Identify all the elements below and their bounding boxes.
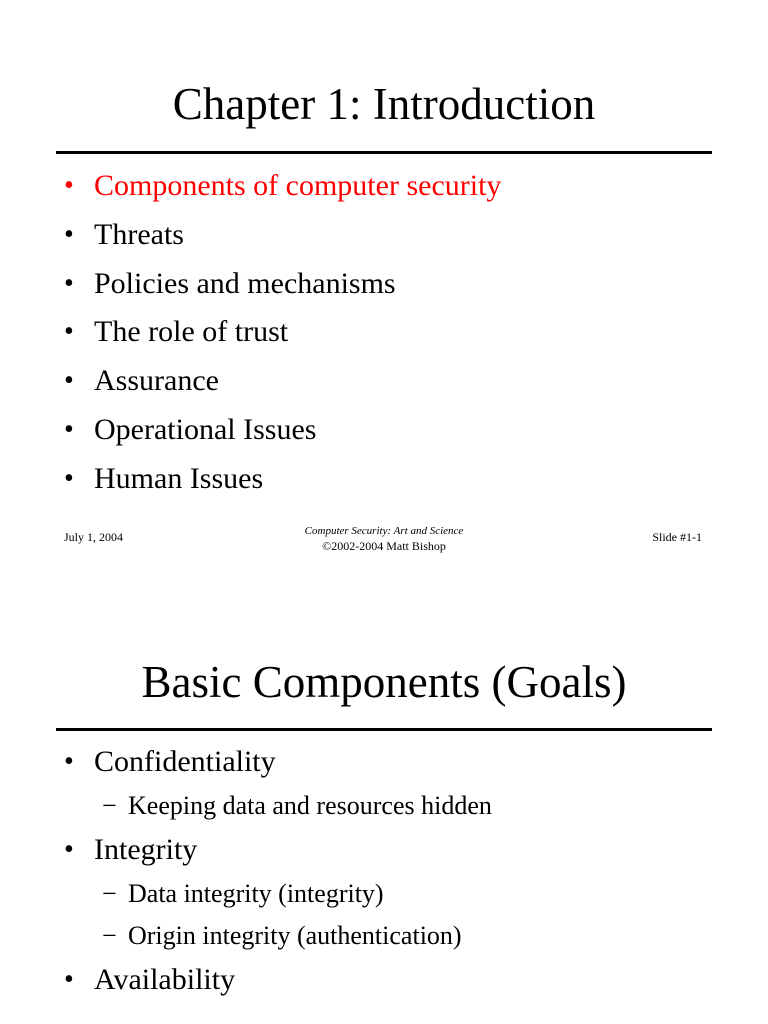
bullet-item <box>64 744 728 790</box>
sub-bullet-text: Keeping data and resources hidden <box>128 791 492 820</box>
title-rule <box>56 151 712 154</box>
bullet-text: Integrity <box>94 833 198 866</box>
bullet-list <box>64 744 728 1008</box>
bullet-item <box>64 314 728 363</box>
bullet-glyph: • <box>64 267 74 299</box>
footer-book-title: Computer Security: Art and Science <box>304 525 464 537</box>
bullet-glyph: • <box>64 218 74 250</box>
footer-slide-number: Slide #1-1 <box>652 530 702 544</box>
bullet-item <box>64 363 728 412</box>
bullet-glyph: • <box>64 170 74 201</box>
bullet-text: Threats <box>94 217 184 251</box>
bullet-text: Assurance <box>94 364 219 398</box>
title-rule <box>56 728 712 731</box>
slide-footer <box>0 524 768 564</box>
bullet-text: Confidentiality <box>94 745 276 778</box>
slide-title: Basic Components (Goals) <box>141 657 627 707</box>
bullet-text: Operational Issues <box>94 412 317 446</box>
sub-bullet-item <box>64 920 728 962</box>
bullet-glyph: • <box>64 834 74 865</box>
sub-bullet-item <box>64 790 728 832</box>
bullet-text: Human Issues <box>94 461 264 495</box>
bullet-item <box>64 217 728 266</box>
bullet-glyph: • <box>64 316 74 348</box>
bullet-list <box>64 168 728 510</box>
bullet-item <box>64 962 728 1008</box>
sub-bullet-text: Origin integrity (authentication) <box>128 921 462 950</box>
sub-bullet-item <box>64 878 728 920</box>
bullet-glyph: • <box>64 746 74 777</box>
bullet-text: Policies and mechanisms <box>94 266 396 300</box>
bullet-item <box>64 461 728 510</box>
slide-2 <box>0 576 768 1024</box>
sub-bullet-text: Data integrity (integrity) <box>128 879 384 908</box>
bullet-text: Availability <box>94 963 236 996</box>
bullet-glyph: • <box>64 413 74 445</box>
dash-glyph: − <box>102 791 117 820</box>
bullet-item <box>64 832 728 878</box>
bullet-glyph: • <box>64 365 74 397</box>
footer-date: July 1, 2004 <box>64 530 124 544</box>
bullet-item <box>64 412 728 461</box>
footer-copyright: ©2002-2004 Matt Bishop <box>322 539 446 553</box>
bullet-text: The role of trust <box>94 315 289 349</box>
dash-glyph: − <box>102 879 117 908</box>
bullet-glyph: • <box>64 964 74 995</box>
footer-center <box>234 524 534 554</box>
bullet-item <box>64 168 728 217</box>
bullet-text: Components of computer security <box>94 169 502 202</box>
bullet-item <box>64 266 728 315</box>
bullet-glyph: • <box>64 462 74 494</box>
slide-title: Chapter 1: Introduction <box>172 79 596 129</box>
dash-glyph: − <box>102 921 117 950</box>
